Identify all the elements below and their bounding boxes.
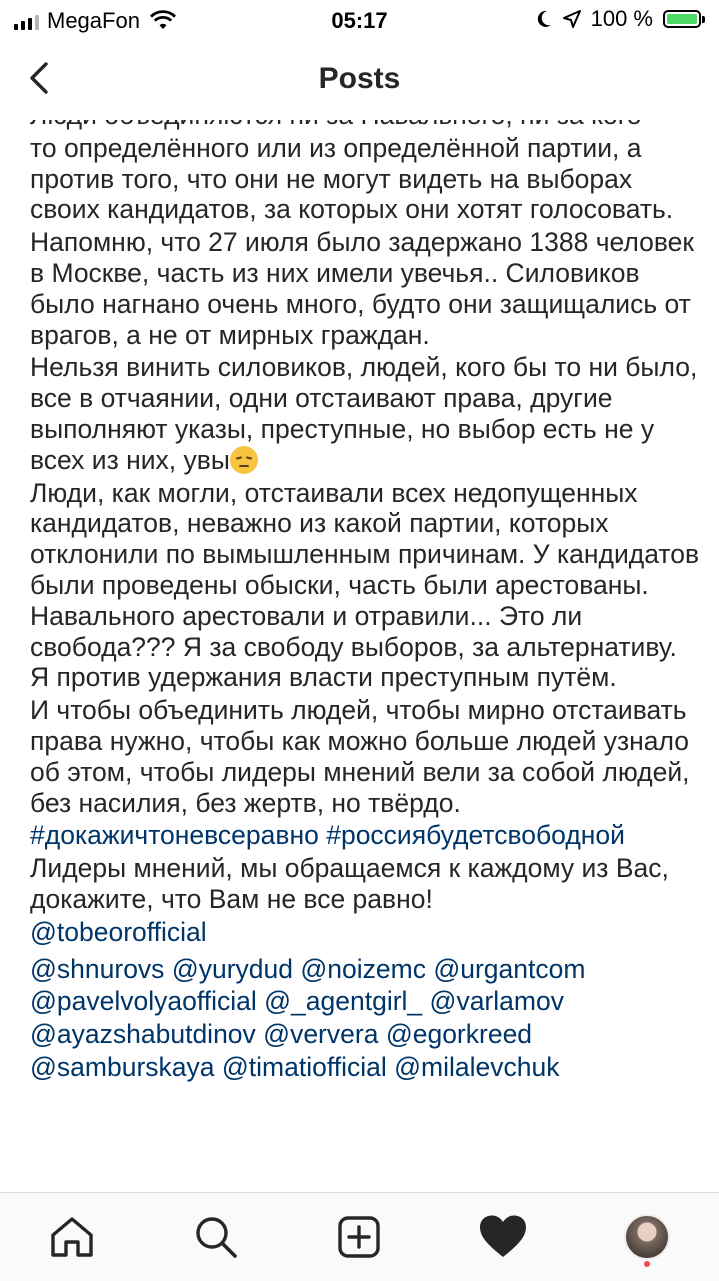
mention-link[interactable]: @ayazshabutdinov [30,1019,256,1050]
caption-paragraph-2: Напомню, что 27 июля было задержано 1388 человек в Москве, часть из них имели увечья.. Силовиков было нагнано очень много, будто они защищались от врагов, а не от мирных граждан. [30,227,694,350]
hashtag-link[interactable]: #докажичтоневсеравно [30,820,319,851]
caption-paragraph-3 [30,352,700,475]
mention-line [30,954,700,985]
mention-link[interactable]: @tobeorofficial [30,916,207,947]
pensive-face-icon [230,446,258,474]
mention-link[interactable]: @_agentgirl_ [264,986,423,1017]
clock: 05:17 [331,8,388,33]
new-post-icon [335,1213,383,1261]
mention-link[interactable]: @noizemc [300,953,426,984]
hashtag-line [30,820,700,851]
status-bar [0,0,719,40]
mention-line [30,917,700,948]
mention-link[interactable]: @ververa [263,1019,379,1050]
mention-link[interactable]: @varlamov [429,986,564,1017]
caption-paragraph-1: то определённого или из определённой партии, а против того, что они не могут видеть на выборах своих кандидатов, за которых они хотят голосовать. [30,132,674,225]
tab-activity[interactable] [473,1207,533,1267]
caption-paragraph-3-text: Нельзя винить силовиков, людей, кого бы то ни было, все в отчаянии, одни отстаивают права, другие выполняют указы, преступные, но выбор есть не у всех из них, увы [30,352,698,475]
activity-heart-icon [478,1214,528,1260]
mention-line [30,1052,700,1083]
profile-avatar [624,1214,670,1260]
caption-paragraph-4: Люди, как могли, отстаивали всех недопущенных кандидатов, неважно из какой партии, которых отклонили по вымышленным причинам. У кандидатов были проведены обыски, часть были арестованы. Навального арестовали и отравили... Это ли свобода??? Я за свободу выборов, за альтернативу. Я против удержания власти преступным путём. [30,477,700,693]
mention-line [30,986,700,1017]
mention-link[interactable]: @egorkreed [385,1019,533,1050]
battery-percent: 100 % [590,6,653,31]
page-title: Posts [318,62,401,95]
moon-icon [535,9,553,29]
mention-line [30,1019,700,1050]
notification-dot [644,1261,650,1267]
mention-link[interactable]: @shnurovs [30,953,165,984]
search-icon [192,1213,240,1261]
appeal-text: Лидеры мнений, мы обращаемся к каждому из Вас, докажите, что Вам не все равно! [30,853,669,914]
caption-paragraph-5: И чтобы объединить людей, чтобы мирно отстаивать права нужно, чтобы как можно больше людей узнало об этом, чтобы лидеры мнений вели за собой людей, без насилия, без жертв, но твёрдо. [30,695,690,818]
hashtag-link[interactable]: #россиябудетсвободной [326,820,625,851]
post-caption-scroll[interactable] [0,120,719,1192]
tab-profile[interactable] [617,1207,677,1267]
tab-search[interactable] [186,1207,246,1267]
status-right [535,6,705,32]
mention-link[interactable]: @timatiofficial [221,1051,387,1082]
post-caption [30,100,700,1085]
home-icon [48,1213,96,1261]
mention-link[interactable]: @samburskaya [30,1051,215,1082]
battery-icon [663,10,705,28]
battery-fill [667,14,697,24]
mention-link[interactable]: @urgantcom [433,953,586,984]
mention-link[interactable]: @pavelvolyaofficial [30,986,257,1017]
tab-new-post[interactable] [329,1207,389,1267]
mention-link[interactable]: @yurydud [171,953,293,984]
bottom-tab-bar [0,1192,719,1281]
navigation-bar [0,40,719,120]
mention-link[interactable]: @milalevchuk [394,1051,560,1082]
tab-home[interactable] [42,1207,102,1267]
carrier-name: MegaFon [47,8,140,33]
location-arrow-icon [563,10,581,28]
